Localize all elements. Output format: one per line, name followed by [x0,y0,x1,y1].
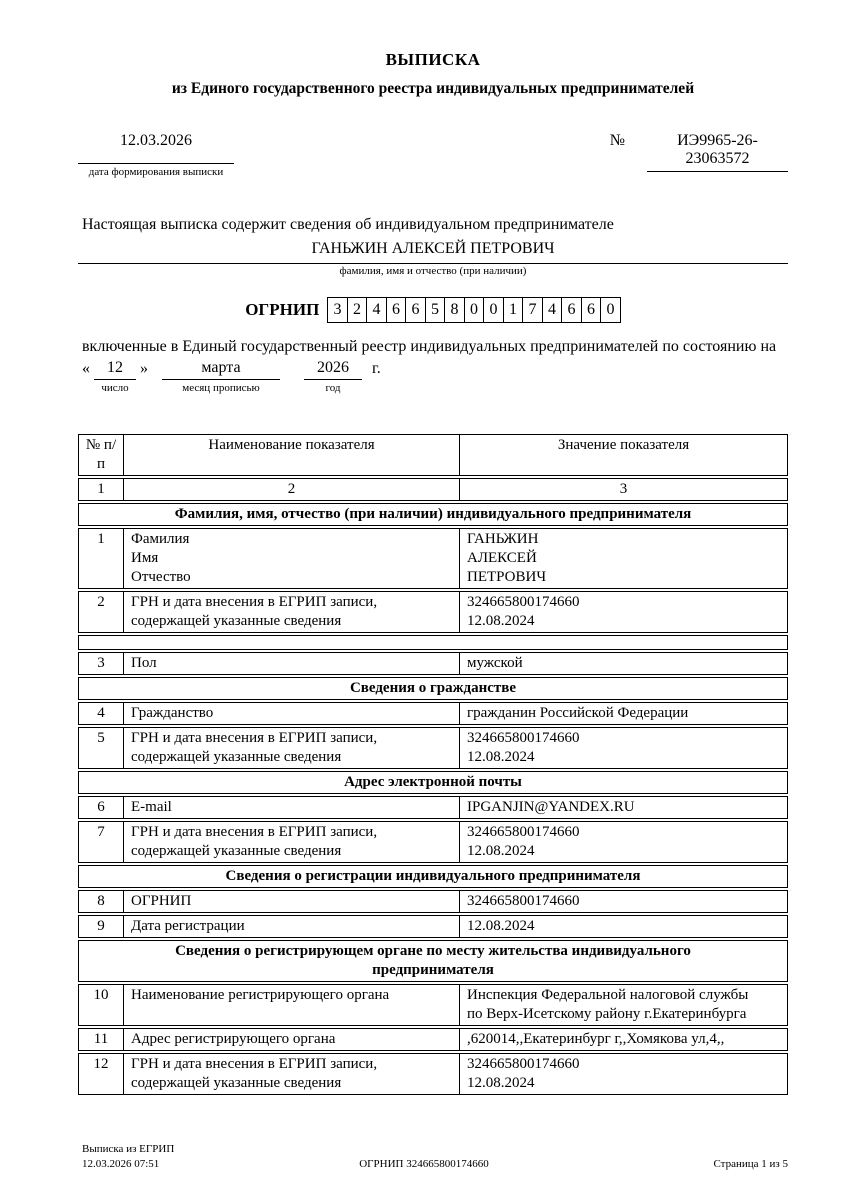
indicator-value-cell: гражданин Российской Федерации [467,705,689,721]
table-row [78,796,788,819]
footer-datetime: 12.03.2026 07:51 [82,1158,160,1170]
ogrnip-digit-box: 0 [483,297,504,323]
year-suffix: г. [372,360,381,377]
row-number-cell: 10 [79,985,124,1025]
indicator-name-cell: Фамилия Имя Отчество [124,529,460,588]
table-section-row: Фамилия, имя, отчество (при наличии) индивидуального предпринимателя [78,503,788,526]
year-value: 2026 [304,359,362,380]
indicator-value-cell: 324665800174660 [467,893,580,909]
close-quote: » [140,360,148,377]
indicator-name-cell: Адрес регистрирующего органа [124,1029,460,1050]
table-row [78,528,788,589]
footer-page-number: Страница 1 из 5 [713,1158,788,1170]
header-cell-name: Наименование показателя [124,435,460,475]
month-field [162,359,280,394]
ogrnip-digit-box: 5 [425,297,446,323]
formation-date-value: 12.03.2026 [120,132,192,149]
extract-number-line2: 23063572 [685,150,750,167]
row-number-cell: 3 [79,653,124,674]
indicators-table [78,434,788,1095]
row-number-cell: 6 [79,797,124,818]
open-quote: « [82,360,90,377]
row-number-cell: 1 [79,529,124,588]
document-title: ВЫПИСКА [385,50,481,69]
indicator-name-cell: E-mail [124,797,460,818]
row-number-cell: 4 [79,703,124,724]
indicator-value-cell: ,620014,,Екатеринбург г,,Хомякова ул,4,, [467,1031,725,1047]
indicator-value-cell: 324665800174660 12.08.2024 [467,824,580,859]
table-header-row [78,478,788,501]
table-row [78,727,788,769]
indicator-name-cell: ГРН и дата внесения в ЕГРИП записи, содержащей указанные сведения [124,728,460,768]
month-value: марта [162,359,280,380]
footer-doc-type: Выписка из ЕГРИП [82,1143,175,1155]
table-header-row [78,434,788,476]
table-row [78,591,788,633]
ogrnip-digit-box: 8 [444,297,465,323]
indicator-value-cell: мужской [467,655,523,671]
table-row [78,821,788,863]
ogrnip-row [78,297,788,323]
header-cell-value: 3 [619,481,628,497]
ogrnip-digit-box: 6 [405,297,426,323]
ogrnip-digit-box: 3 [327,297,348,323]
entrepreneur-full-name: ГАНЬЖИН АЛЕКСЕЙ ПЕТРОВИЧ [78,240,788,264]
indicator-value-cell: IPGANJIN@YANDEX.RU [467,799,635,815]
row-number-cell: 2 [79,592,124,632]
year-field [304,359,362,394]
day-value: 12 [94,359,136,380]
table-spacer-row [78,635,788,650]
as-of-date-row [78,359,788,394]
intro-text: Настоящая выписка содержит сведения об индивидуальном предпринимателе [82,216,614,233]
indicator-value-cell: 324665800174660 12.08.2024 [467,1056,580,1091]
entrepreneur-name-block [78,240,788,277]
indicator-name-cell: ОГРНИП [124,891,460,912]
indicator-name-cell: Гражданство [124,703,460,724]
indicator-value-cell: ГАНЬЖИН АЛЕКСЕЙ ПЕТРОВИЧ [467,531,547,585]
header-cell-num: 1 [79,479,124,500]
ogrnip-digit-box: 4 [542,297,563,323]
ogrnip-digit-box: 1 [503,297,524,323]
entrepreneur-name-caption: фамилия, имя и отчество (при наличии) [339,265,527,277]
indicator-name-cell: Дата регистрации [124,916,460,937]
footer-ogrnip: ОГРНИП 324665800174660 [359,1158,489,1170]
day-caption: число [101,382,129,394]
month-caption: месяц прописью [182,382,260,394]
table-row [78,1053,788,1095]
indicator-name-cell: Пол [124,653,460,674]
indicator-name-cell: Наименование регистрирующего органа [124,985,460,1025]
row-number-cell: 7 [79,822,124,862]
table-row [78,890,788,913]
ogrnip-digit-box: 4 [366,297,387,323]
formation-date-rule [78,163,234,164]
number-sign-label: № [609,132,625,149]
row-number-cell: 8 [79,891,124,912]
table-row [78,915,788,938]
ogrnip-digit-box: 0 [600,297,621,323]
table-row [78,984,788,1026]
header-cell-name: 2 [124,479,460,500]
ogrnip-digit-box: 7 [522,297,543,323]
header-cell-value: Значение показателя [557,437,690,453]
table-section-row: Сведения о регистрации индивидуального предпринимателя [78,865,788,888]
table-section-row: Сведения о регистрирующем органе по месту жительства индивидуального предпринимателя [78,940,788,982]
extract-number-line1: ИЭ9965-26- [677,132,758,149]
extract-number-value [647,132,788,172]
formation-date-caption: дата формирования выписки [88,166,224,178]
indicator-value-cell: 324665800174660 12.08.2024 [467,594,580,629]
included-text: включенные в Единый государственный реестр индивидуальных предпринимателей по состоянию на [82,338,777,355]
ogrnip-digit-box: 6 [386,297,407,323]
row-number-cell: 11 [79,1029,124,1050]
formation-date-field [78,132,234,178]
row-number-cell: 5 [79,728,124,768]
header-fields-row [78,132,788,178]
indicator-value-cell: Инспекция Федеральной налоговой службы по Верх-Исетскому району г.Екатеринбурга [467,987,749,1022]
row-number-cell: 12 [79,1054,124,1094]
indicator-name-cell: ГРН и дата внесения в ЕГРИП записи, содержащей указанные сведения [124,1054,460,1094]
ogrnip-label: ОГРНИП [245,300,320,319]
indicator-value-cell: 12.08.2024 [467,918,535,934]
day-field [94,359,136,394]
ogrnip-digit-box: 0 [464,297,485,323]
year-caption: год [325,382,341,394]
header-cell-num: № п/п [79,435,124,475]
indicator-name-cell: ГРН и дата внесения в ЕГРИП записи, содержащей указанные сведения [124,592,460,632]
indicator-value-cell: 324665800174660 12.08.2024 [467,730,580,765]
ogrnip-digit-box: 2 [347,297,368,323]
document-subtitle: из Единого государственного реестра индивидуальных предпринимателей [171,80,695,97]
row-number-cell: 9 [79,916,124,937]
indicator-name-cell: ГРН и дата внесения в ЕГРИП записи, содержащей указанные сведения [124,822,460,862]
table-row [78,702,788,725]
ogrnip-digit-box: 6 [581,297,602,323]
ogrnip-digits [327,297,621,323]
table-row [78,1028,788,1051]
table-row [78,652,788,675]
ogrnip-digit-box: 6 [561,297,582,323]
table-section-row: Адрес электронной почты [78,771,788,794]
extract-number-field [610,132,788,172]
table-section-row: Сведения о гражданстве [78,677,788,700]
